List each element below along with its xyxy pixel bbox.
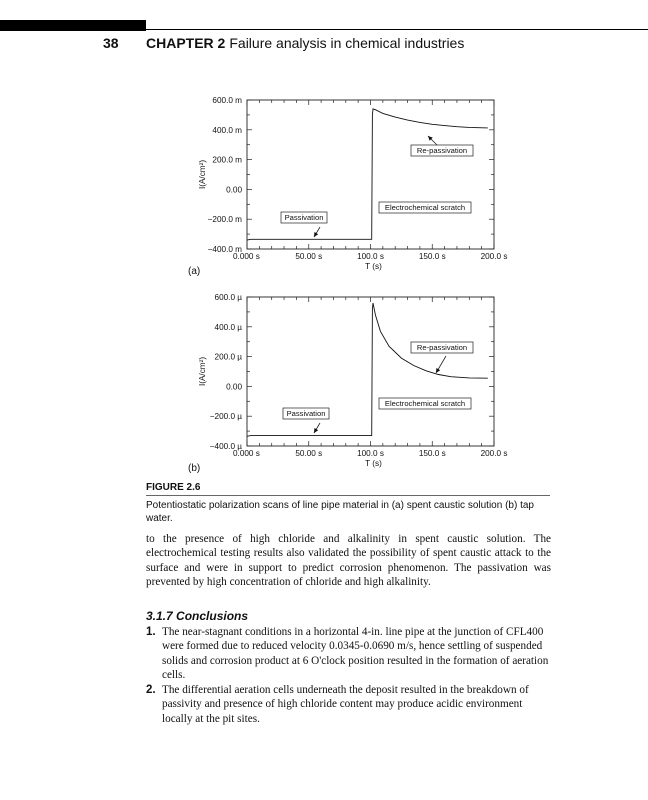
y-axis-label: I(A/cm²) bbox=[198, 356, 207, 387]
x-tick-label: 50.00 s bbox=[295, 449, 323, 458]
chart-panel-b bbox=[0, 287, 648, 477]
x-tick-label: 200.0 s bbox=[480, 449, 508, 458]
x-tick-label: 50.00 s bbox=[295, 252, 323, 261]
plot-frame bbox=[247, 100, 494, 249]
list-item bbox=[146, 683, 551, 726]
annotation-label: Electrochemical scratch bbox=[384, 203, 466, 212]
annotation-label: Passivation bbox=[284, 213, 324, 222]
figure-rule bbox=[146, 495, 550, 496]
chart-panel-a bbox=[0, 90, 648, 280]
annotation-label: Re-passivation bbox=[416, 343, 468, 352]
list-item bbox=[146, 625, 551, 682]
x-tick-label: 0.000 s bbox=[233, 449, 260, 458]
figure-caption: Potentiostatic polarization scans of line pipe material in (a) spent caustic solution (b) tap water. bbox=[146, 500, 534, 524]
chapter-label: CHAPTER 2 bbox=[146, 35, 226, 51]
list-item-number: 2. bbox=[146, 684, 156, 697]
page-number: 38 bbox=[103, 35, 119, 51]
x-tick-label: 100.0 s bbox=[357, 252, 384, 261]
header-bar bbox=[0, 20, 146, 31]
x-axis-label: T (s) bbox=[365, 262, 382, 271]
y-tick-label: 600.0 µ bbox=[214, 293, 242, 302]
y-axis-label: I(A/cm²) bbox=[198, 159, 207, 190]
y-tick-label: −200.0 m bbox=[207, 215, 242, 225]
x-axis-label: T (s) bbox=[365, 459, 382, 468]
x-tick-label: 0.000 s bbox=[233, 252, 260, 261]
running-head bbox=[146, 35, 464, 51]
y-tick-label: −200.0 µ bbox=[209, 412, 242, 422]
panel-label: (b) bbox=[188, 463, 201, 474]
y-tick-label: 600.0 m bbox=[212, 96, 242, 105]
panel-label: (a) bbox=[188, 266, 201, 277]
y-tick-label: −400.0 µ bbox=[209, 442, 242, 451]
list-item-number: 1. bbox=[146, 626, 156, 638]
annotation-label: Re-passivation bbox=[416, 146, 468, 155]
y-tick-label: −400.0 m bbox=[207, 245, 242, 254]
y-tick-label: 0.00 bbox=[226, 185, 242, 195]
y-tick-label: 400.0 m bbox=[212, 125, 242, 135]
header-rule bbox=[146, 29, 648, 30]
y-tick-label: 200.0 µ bbox=[214, 352, 242, 362]
x-tick-label: 150.0 s bbox=[418, 252, 446, 261]
chapter-title: Failure analysis in chemical industries bbox=[229, 35, 465, 51]
y-tick-label: 0.00 bbox=[226, 382, 242, 392]
x-tick-label: 200.0 s bbox=[480, 252, 508, 261]
series-line bbox=[247, 109, 488, 240]
y-tick-label: 200.0 m bbox=[212, 155, 242, 165]
x-tick-label: 100.0 s bbox=[357, 449, 384, 458]
annotation-label: Electrochemical scratch bbox=[384, 399, 466, 408]
list-item-text: The differential aeration cells underneath the deposit resulted in the breakdown of passivity and presence of high chloride content may produce acidic environment locally at the pit sites. bbox=[162, 684, 529, 725]
x-tick-label: 150.0 s bbox=[418, 449, 446, 458]
figure-label: FIGURE 2.6 bbox=[146, 482, 201, 493]
body-paragraph: to the presence of high chloride and alkalinity in spent caustic solution. The electrochemical testing results also validated the possibility of spent caustic attack to the surface and were in support to predict corrosion phenomenon. The passivation was prevented by high concentration of chloride and high alkalinity. bbox=[146, 533, 551, 589]
plot-frame bbox=[247, 297, 494, 446]
section-heading: 3.1.7 Conclusions bbox=[146, 609, 249, 623]
list-item-text: The near-stagnant conditions in a horizontal 4-in. line pipe at the junction of CFL400 were formed due to reduced velocity 0.0345-0.0690 m/s, hence settling of suspended solids and corrosion product at 6 O'clock position resulted in the formation of aeration cells. bbox=[162, 626, 549, 681]
y-tick-label: 400.0 µ bbox=[214, 322, 242, 332]
conclusions-list bbox=[146, 625, 551, 727]
annotation-label: Passivation bbox=[286, 409, 326, 418]
